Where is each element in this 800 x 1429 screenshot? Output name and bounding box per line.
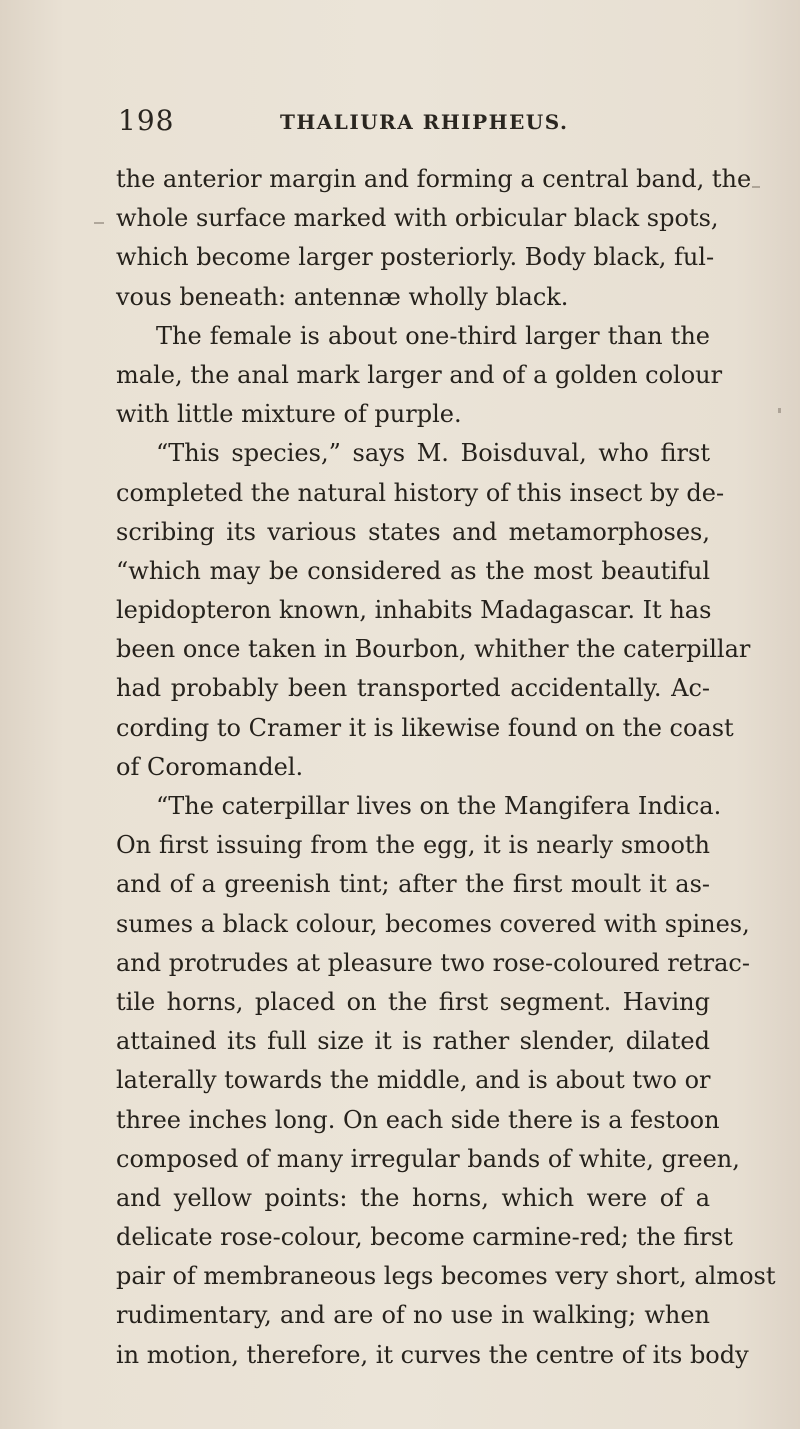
text-line: cording to Cramer it is likewise found on the coast xyxy=(116,713,734,742)
margin-speck xyxy=(94,222,104,224)
text-line: delicate rose-colour, become carmine-red; the first xyxy=(116,1223,733,1252)
running-title: THALIURA RHIPHEUS. xyxy=(280,110,569,134)
text-line: and protrudes at pleasure two rose-coloured retrac- xyxy=(116,948,750,977)
text-line: which become larger posteriorly. Body black, ful- xyxy=(116,243,715,272)
margin-speck xyxy=(752,186,760,188)
margin-speck xyxy=(778,408,781,413)
page-header xyxy=(118,104,718,144)
text-line: with little mixture of purple. xyxy=(116,400,462,429)
text-line xyxy=(116,787,722,826)
text-line: the anterior margin and forming a central band, the xyxy=(116,165,752,193)
text-line: sumes a black colour, becomes covered with spines, xyxy=(116,909,750,938)
text-line: rudimentary, and are of no use in walking; when xyxy=(116,1301,710,1330)
body-text xyxy=(116,160,776,1375)
text-line: lepidopteron known, inhabits Madagascar. It has xyxy=(116,596,712,625)
text-line: “which may be considered as the most beautiful xyxy=(116,556,710,585)
text-line: whole surface marked with orbicular black spots, xyxy=(116,204,719,233)
text-line: scribing its various states and metamorphoses, xyxy=(116,517,710,546)
text-line: “This species,” says M. Boisduval, who first xyxy=(156,439,710,468)
page-number: 198 xyxy=(118,104,175,137)
text-line: tile horns, placed on the first segment. Having xyxy=(116,987,710,1016)
text-line: laterally towards the middle, and is about two or xyxy=(116,1066,711,1095)
text-line: attained its full size it is rather slender, dilated xyxy=(116,1027,710,1056)
text-line: been once taken in Bourbon, whither the caterpillar xyxy=(116,635,751,664)
text-line: completed the natural history of this insect by de- xyxy=(116,478,725,507)
text-line: male, the anal mark larger and of a golden colour xyxy=(116,360,723,389)
text-line: in motion, therefore, it curves the centre of its body xyxy=(116,1340,749,1369)
text-line: vous beneath: antennæ wholly black. xyxy=(116,282,569,311)
text-line: pair of membraneous legs becomes very short, almost xyxy=(116,1262,776,1291)
text-line: The female is about one-third larger than the xyxy=(156,321,710,350)
text-line-part: “The caterpillar lives on the Mangifera Indica. xyxy=(156,792,722,820)
text-line: and of a greenish tint; after the first moult it as- xyxy=(116,870,710,899)
text-line: composed of many irregular bands of white, green, xyxy=(116,1144,740,1173)
text-line: of Coromandel. xyxy=(116,752,304,781)
text-line: had probably been transported accidentally. Ac- xyxy=(116,674,710,703)
text-line: and yellow points: the horns, which were of a xyxy=(116,1183,710,1212)
text-line: three inches long. On each side there is a festoon xyxy=(116,1105,720,1134)
text-line: On first issuing from the egg, it is nearly smooth xyxy=(116,831,710,860)
